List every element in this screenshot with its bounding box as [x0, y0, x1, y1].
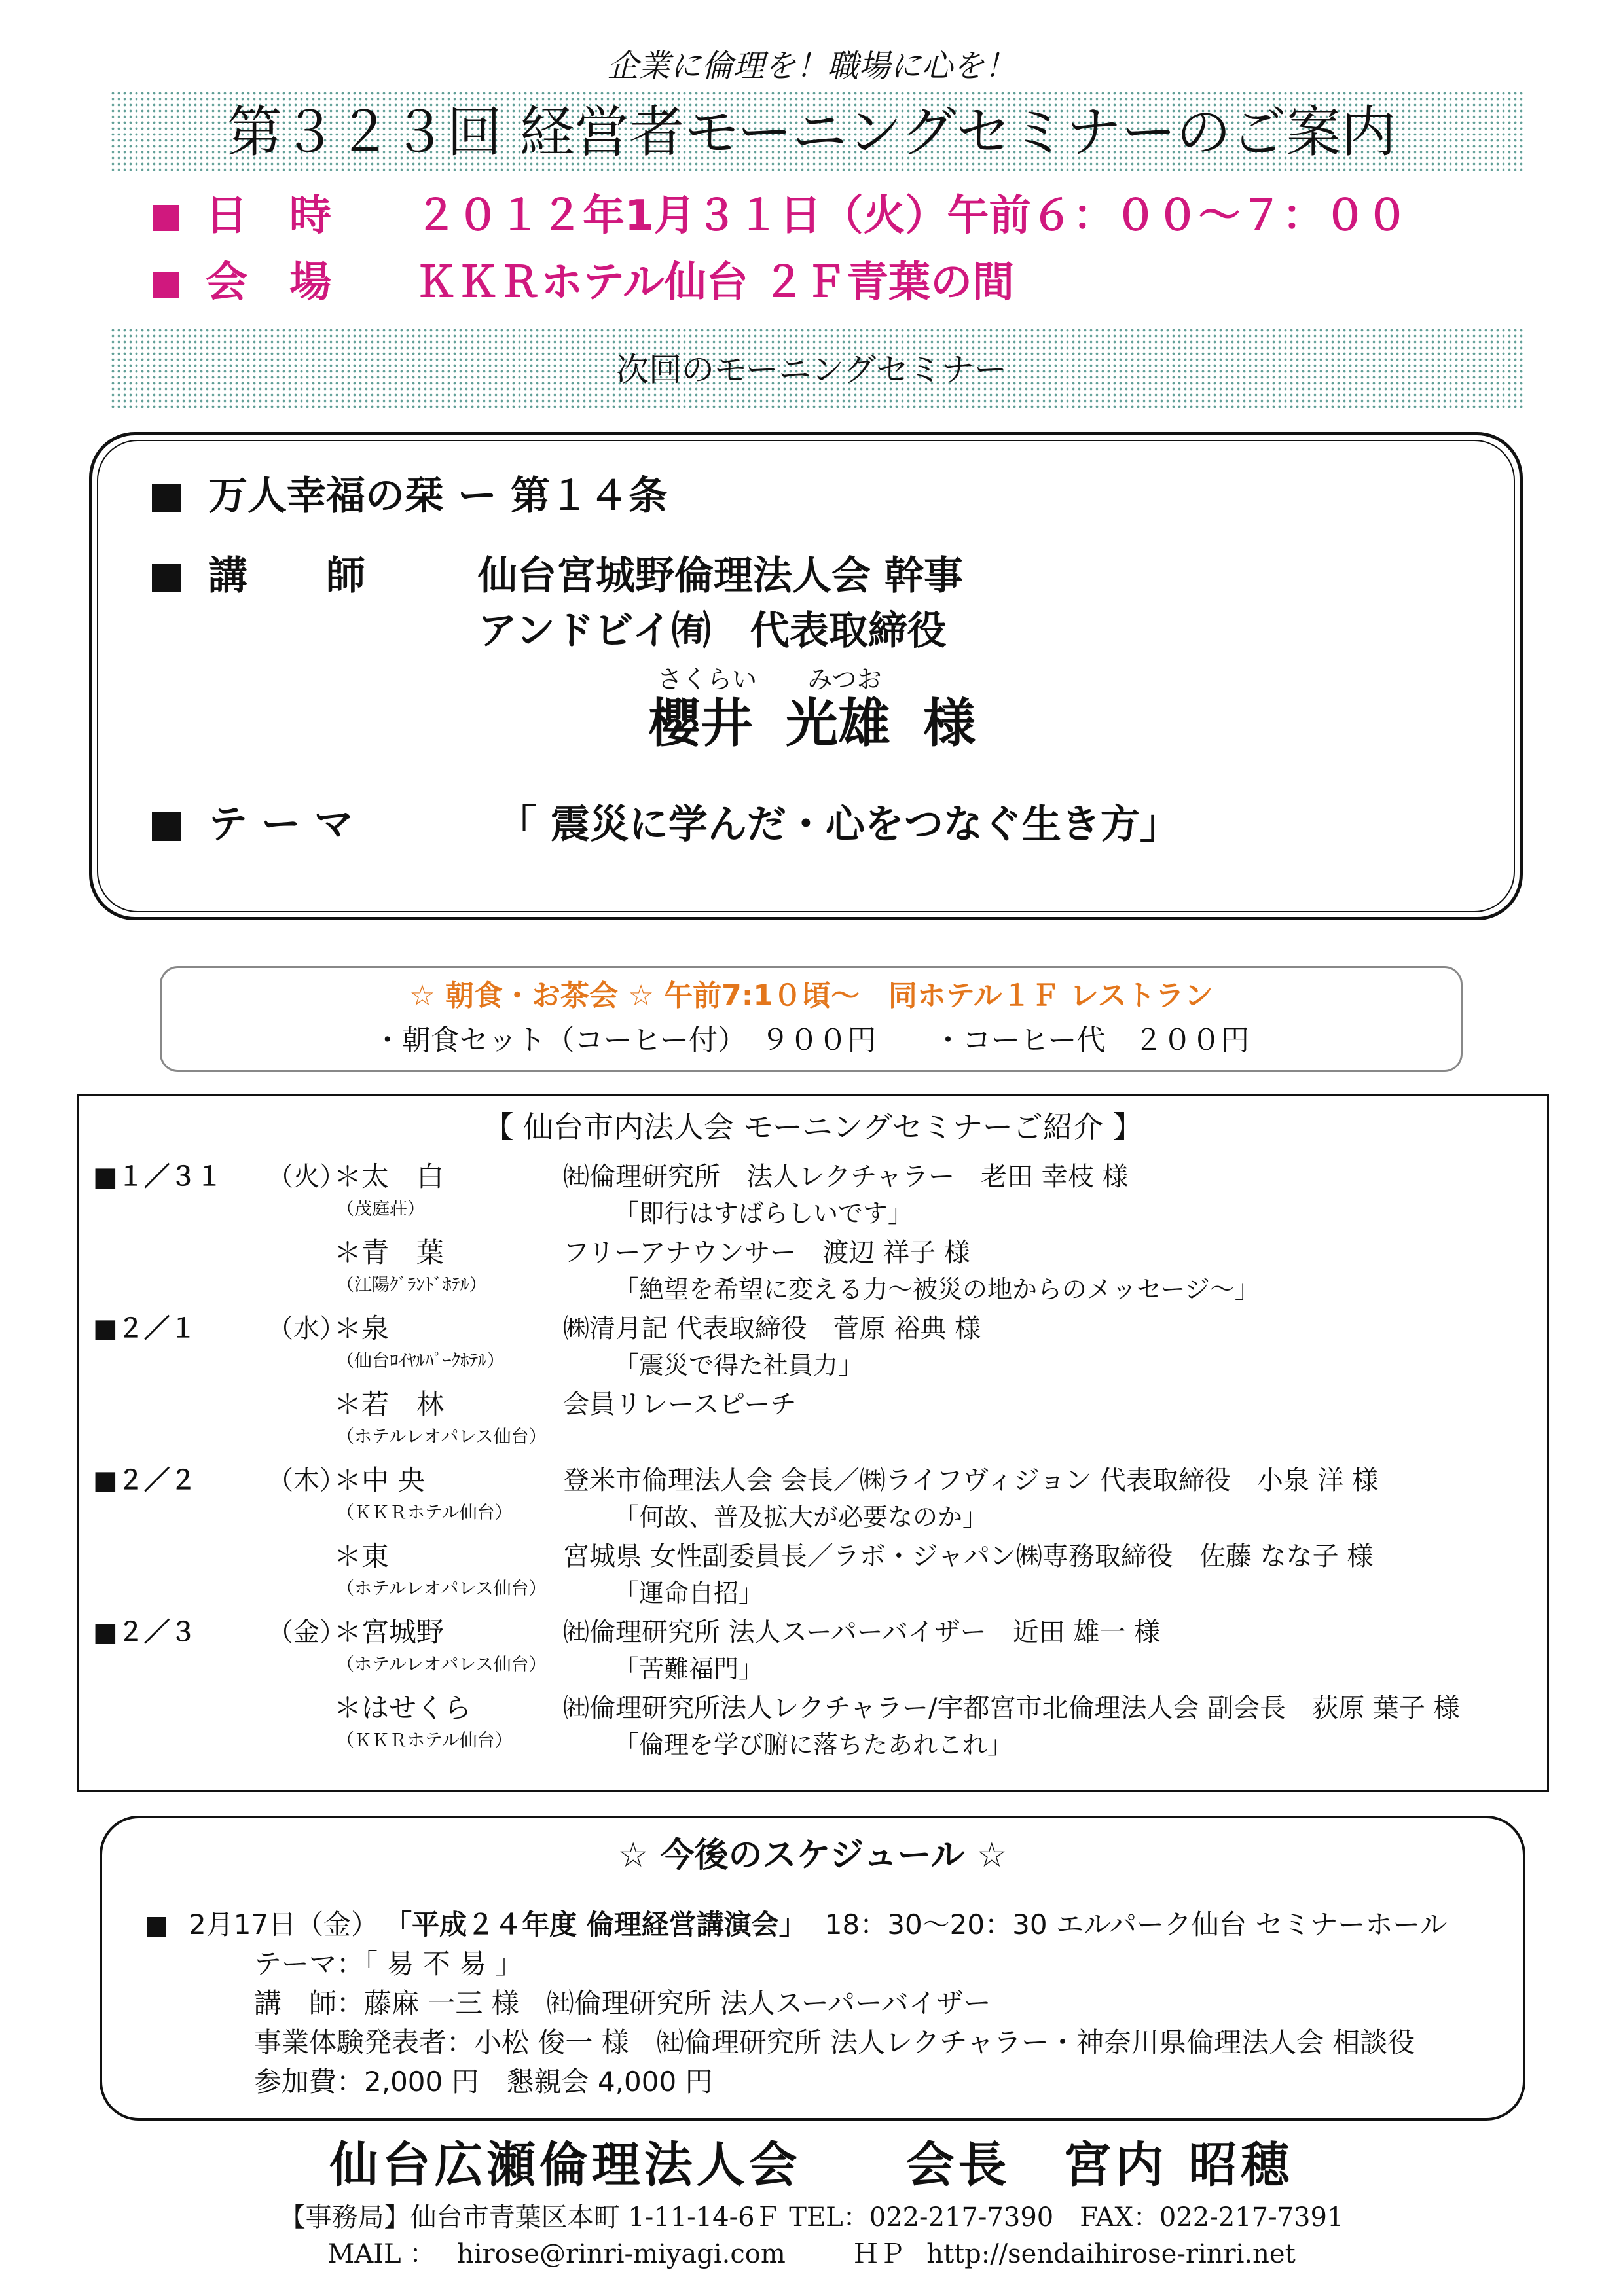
contact-line [0, 2237, 1623, 2271]
intro-speaker: 登米市倫理法人会 会長／㈱ライフヴィジョン 代表取締役 小泉 洋 様 [563, 1465, 1379, 1496]
schedule-theme: テーマ：「 易 不 易 」 [254, 1948, 523, 1980]
intro-topic: 「震災で得た社員力」 [614, 1351, 864, 1380]
homepage-label: ＨＰ [852, 2239, 905, 2269]
intro-chapter: ＊はせくら [334, 1692, 472, 1724]
intro-venue: （江陽ｸﾞﾗﾝﾄﾞﾎﾃﾙ） [337, 1275, 487, 1295]
slogan: 企業に倫理を！職場に心を！ [607, 48, 1016, 84]
intro-chapter: ＊太 白 [334, 1160, 445, 1193]
intro-topic: 「運命自招」 [614, 1579, 764, 1607]
intro-venue: （ホテルレオパレス仙台） [337, 1579, 547, 1599]
intro-topic: 「即行はすばらしいです」 [614, 1199, 913, 1228]
date-line: 日 時 ２０１２年1月３１日（火）午前６：００～７：００ [153, 190, 1408, 242]
intro-speaker: ㈳倫理研究所 法人スーパーバイザー 近田 雄一 様 [563, 1617, 1161, 1647]
intro-day: （水） [267, 1314, 346, 1344]
intro-venue: （ホテルレオパレス仙台） [337, 1427, 547, 1447]
intro-chapter: ＊中 央 [334, 1464, 426, 1496]
intro-day: （木） [267, 1465, 346, 1496]
intro-chapter: ＊宮城野 [334, 1616, 445, 1648]
intro-chapter: ＊若 林 [334, 1388, 445, 1420]
office-address: 【事務局】仙台市青葉区本町 1-11-14-6Ｆ TEL：022-217-7390 FAX：022-217-7391 [279, 2202, 1344, 2233]
intro-venue: （茂庭荘） [337, 1199, 425, 1219]
intro-chapter: ＊泉 [334, 1312, 390, 1344]
intro-date: ■２／３ [93, 1617, 196, 1647]
schedule-fee: 参加費：2,000 円 懇親会 4,000 円 [254, 2066, 713, 2098]
intro-chapter: ＊東 [334, 1540, 390, 1572]
intro-venue: （ＫＫＲホテル仙台） [337, 1731, 513, 1751]
intro-venue: （仙台ﾛｲﾔﾙﾊﾟｰｸﾎﾃﾙ） [337, 1351, 505, 1371]
lecturer-name: 櫻井 光雄 様 [648, 693, 976, 754]
intro-speaker: 会員リレースピーチ [563, 1390, 797, 1420]
intro-speaker: 宮城県 女性副委員長／ラボ・ジャパン㈱専務取締役 佐藤 なな子 様 [563, 1541, 1374, 1571]
intro-speaker: ㈳倫理研究所 法人レクチャラー 老田 幸枝 様 [563, 1162, 1129, 1192]
schedule-presenter: 事業体験発表者：小松 俊一 様 ㈳倫理研究所 法人レクチャラー・神奈川県倫理法人会 相談役 [254, 2026, 1415, 2058]
theme-line: テ ー マ 「 震災に学んだ・心をつなぐ生き方」 [152, 800, 1179, 850]
intro-topic: 「倫理を学び腑に落ちたあれこれ」 [614, 1731, 1013, 1759]
intro-day: （火） [267, 1162, 346, 1192]
lecturer-company: アンドビイ㈲ 代表取締役 [478, 608, 947, 654]
intro-topic: 「何故、普及拡大が必要なのか」 [614, 1503, 988, 1532]
next-seminar-heading: 次回のモーニングセミナー [616, 351, 1007, 389]
schedule-event-line: 2月17日（金） 「平成２４年度 倫理経営講演会」 18：30～20：30 エルパーク仙台 セミナーホール [147, 1907, 1448, 1943]
venue-line: 会 場 ＫＫＲホテル仙台 ２Ｆ青葉の間 [153, 257, 1014, 309]
organization-name: 仙台広瀬倫理法人会 会長 宮内 昭穂 [329, 2137, 1294, 2193]
intro-venue: （ＫＫＲホテル仙台） [337, 1503, 513, 1523]
mail-link[interactable]: hirose@rinri-miyagi.com [457, 2239, 786, 2269]
intro-date: ■２／１ [93, 1314, 196, 1344]
intro-date: ■２／２ [93, 1465, 196, 1496]
schedule-lecturer: 講 師：藤麻 一三 様 ㈳倫理研究所 法人スーパーバイザー [254, 1987, 991, 2019]
lecturer-line: 講 師 仙台宮城野倫理法人会 幹事 [152, 551, 963, 601]
intro-venue: （ホテルレオパレス仙台） [337, 1655, 547, 1675]
square-bullet-icon [147, 1917, 166, 1937]
intro-speaker: ㈱清月記 代表取締役 菅原 裕典 様 [563, 1314, 981, 1344]
breakfast-prices: ・朝食セット（コーヒー付） ９００円 ・コーヒー代 ２００円 [373, 1024, 1250, 1057]
intro-date: ■１／３１ [93, 1162, 223, 1192]
intro-day: （金） [267, 1617, 346, 1647]
intro-topic: 「苦難福門」 [614, 1655, 764, 1683]
intro-title: 【 仙台市内法人会 モーニングセミナーご紹介 】 [483, 1109, 1143, 1145]
page-title: 第３２３回 経営者モーニングセミナーのご案内 [227, 100, 1396, 164]
intro-chapter: ＊青 葉 [334, 1236, 445, 1268]
intro-topic: 「絶望を希望に変える力～被災の地からのメッセージ～」 [614, 1275, 1260, 1304]
breakfast-title: ☆ 朝食・お茶会 ☆ 午前7:1０頃～ 同ホテル１Ｆ レストラン [409, 979, 1213, 1013]
mail-label: MAIL ： [327, 2239, 436, 2269]
intro-speaker: フリーアナウンサー 渡辺 祥子 様 [563, 1238, 970, 1268]
homepage-link[interactable]: http://sendaihirose-rinri.net [926, 2239, 1296, 2269]
schedule-title: ☆ 今後のスケジュール ☆ [617, 1836, 1008, 1875]
shiori-item: 万人幸福の栞 ー 第１４条 [152, 471, 668, 521]
intro-speaker: ㈳倫理研究所法人レクチャラー/宇都宮市北倫理法人会 副会長 荻原 葉子 様 [563, 1693, 1460, 1723]
